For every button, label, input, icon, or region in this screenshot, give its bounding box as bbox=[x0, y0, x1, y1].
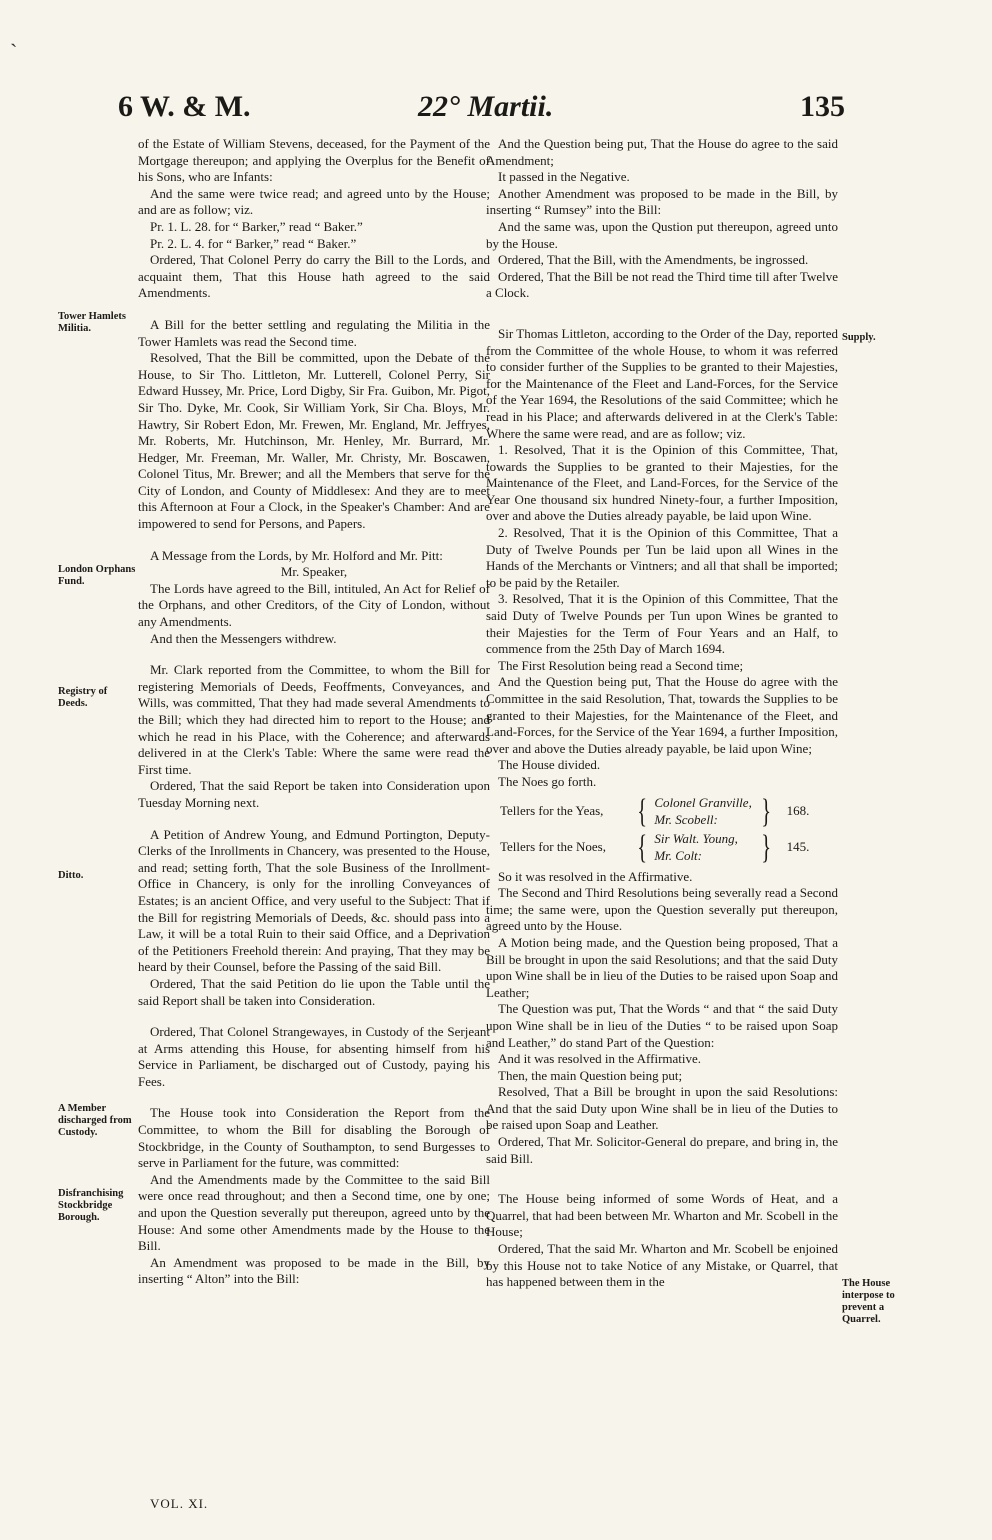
margin-note-supply: Supply. bbox=[842, 332, 876, 343]
tellers-yeas-label: Tellers for the Yeas, bbox=[500, 803, 604, 819]
left-column bbox=[138, 136, 490, 1288]
paragraph: Ordered, That the said Petition do lie upon the Table until the said Report shall be taken into Consideration. bbox=[138, 975, 490, 1008]
margin-note-member-discharged: A Member discharged from Custody. bbox=[58, 1103, 132, 1138]
teller-name: Mr. Scobell: bbox=[654, 811, 718, 827]
paragraph: And the Question being put, That the House do agree with the Committee in the said Resolution, That, towards the Supplies to be granted to their Majesties, for the Maintenance of the Fleet, and Land-Forces, for the Service of the Year 1694, a further Imposition, over and above the Duties already payable, be laid upon Wine; bbox=[486, 674, 838, 756]
paragraph: Ordered, That the said Mr. Wharton and Mr. Scobell be enjoined by this House not to take Notice of any Mistake, or Quarrel, that has happened between them in the bbox=[486, 1241, 838, 1290]
paragraph: And the same was, upon the Qustion put thereupon, agreed unto by the House. bbox=[486, 218, 838, 251]
paragraph: It passed in the Negative. bbox=[498, 169, 630, 185]
paragraph: The First Resolution being read a Second time; bbox=[498, 657, 744, 673]
paragraph: A Bill for the better settling and regulating the Militia in the Tower Hamlets was read the Second time. bbox=[138, 316, 490, 349]
paragraph: Ordered, That the Bill, with the Amendments, be ingrossed. bbox=[498, 252, 809, 268]
paragraph: Ordered, That Mr. Solicitor-General do prepare, and bring in, the said Bill. bbox=[486, 1134, 838, 1166]
division-tellers bbox=[500, 794, 838, 866]
tellers-noes-label: Tellers for the Noes, bbox=[500, 839, 606, 855]
paragraph: Resolved, That the Bill be committed, upon the Debate of the House, to Sir Tho. Littleton, Mr. Lutterell, Colonel Perry, Sir Edward Hussey, Mr. Price, Lord Digby, Sir Fra. Guibon, Mr. Pigot, Sir Tho. Dyke, Mr. Cook, Sir William York, Sir Cha. Bloys, Mr. Hawtry, Sir Robert Edon, Mr. Frewen, Mr. England, Mr. Jeffryes, Mr. Roberts, Mr. Hutchinson, Mr. Henley, Mr. Burrard, Mr. Hedger, Mr. Freeman, Mr. Waller, Mr. Christy, Mr. Boscawen, Colonel Titus, Mr. Brewer; and all the Members that serve for the City of London, and County of Middlesex: And they are to meet this Afternoon at Four a Clock, in the Speaker's Chamber: And are impowered to send for Persons, and Papers. bbox=[138, 350, 490, 532]
paragraph: Resolved, That a Bill be brought in upon the said Resolutions: And that the said Duty upon Wine shall be in lieu of the Duties to be raised upon Soap and Leather. bbox=[486, 1084, 838, 1133]
paragraph: of the Estate of William Stevens, deceased, for the Payment of the Mortgage thereupon; and applying the Overplus for the Benefit of his Sons, who are Infants: bbox=[138, 136, 490, 185]
paragraph: Another Amendment was proposed to be made in the Bill, by inserting “ Rumsey” into the Bill: bbox=[486, 185, 838, 218]
noes-count: 145. bbox=[786, 839, 810, 855]
paragraph: And then the Messengers withdrew. bbox=[150, 630, 337, 646]
amendment-line: Pr. 1. L. 28. for “ Barker,” read “ Baker.” bbox=[150, 218, 363, 234]
paragraph: 2. Resolved, That it is the Opinion of this Committee, That a Duty of Twelve Pounds per Tun be laid upon all Wines in the Hands of the Merchants or Vintners; and all that shall be imported; to be paid by the Retailer. bbox=[486, 525, 838, 590]
paragraph: And the Question being put, That the House do agree to the said Amendment; bbox=[486, 136, 838, 168]
margin-note-quarrel: The House interpose to prevent a Quarrel. bbox=[842, 1278, 895, 1325]
tellers-noes-row bbox=[500, 830, 838, 866]
tellers-yeas-names bbox=[654, 795, 758, 828]
amendment-line: Pr. 2. L. 4. for “ Barker,” read “ Baker.” bbox=[150, 235, 357, 251]
paragraph: The House being informed of some Words of Heat, and a Quarrel, that had been between Mr. Wharton and Mr. Scobell in the House; bbox=[486, 1191, 838, 1240]
paragraph: So it was resolved in the Affirmative. bbox=[498, 868, 693, 884]
yeas-count: 168. bbox=[786, 803, 810, 819]
tellers-yeas-row bbox=[500, 794, 838, 830]
page-number: 135 bbox=[800, 90, 845, 123]
paragraph: Sir Thomas Littleton, according to the Order of the Day, reported from the Committee of the whole House, to whom it was referred to consider further of the Supplies to be granted to their Majesties, for the Maintenance of the Fleet and Land-Forces, for the Service of the Year 1694, the Resolutions of the said Committee; which he read in his Place; and afterwards delivered in at the Clerk's Table: Where the same were read, and are as follow; viz. bbox=[486, 325, 838, 441]
margin-note-ditto: Ditto. bbox=[58, 870, 84, 881]
paragraph: The Second and Third Resolutions being severally read a Second time; the same were, upon the Question severally put thereupon, agreed unto by the House. bbox=[486, 885, 838, 934]
tellers-noes-names bbox=[654, 831, 758, 864]
paragraph: A Petition of Andrew Young, and Edmund Portington, Deputy-Clerks of the Inrollments in Chancery, was presented to the House, and read; setting forth, That the sole Business of the Inrollment-Office in Chancery, is only for the inrolling Conveyances of Estates; is an ancient Office, and very useful to the Subject: That if the Bill for registring Memorials of Deeds, &c. should pass into a Law, it will be a total Ruin to their said Office, and a Deprivation of the Petitioners Freehold therein: And praying, That they may be heard by their Counsel, before the Passing of the said Bill. bbox=[138, 826, 490, 975]
paragraph: A Motion being made, and the Question being proposed, That a Bill be brought in upon the said Resolutions; and that the said Duty upon Wine shall be in lieu of the Duties to be raised upon Soap and Leather; bbox=[486, 934, 838, 1000]
right-brace-icon: } bbox=[761, 828, 772, 866]
paragraph: An Amendment was proposed to be made in the Bill, by inserting “ Alton” into the Bill: bbox=[138, 1254, 490, 1287]
paragraph: Ordered, That the Bill be not read the Third time till after Twelve a Clock. bbox=[486, 268, 838, 301]
salutation: Mr. Speaker, bbox=[280, 564, 348, 580]
paragraph: Ordered, That Colonel Strangewayes, in Custody of the Serjeant at Arms attending this House, for absenting himself from his Service in Parliament, be discharged out of Custody, paying his Fees. bbox=[138, 1024, 490, 1089]
paragraph: A Message from the Lords, by Mr. Holford and Mr. Pitt: bbox=[150, 547, 443, 563]
teller-name: Mr. Colt: bbox=[654, 847, 702, 863]
margin-note-tower-hamlets: Tower Hamlets Militia. bbox=[58, 311, 126, 334]
paragraph: 3. Resolved, That it is the Opinion of this Committee, That the said Duty of Twelve Pounds per Tun upon Wines be granted to their Majesties for the Term of Four Years and an Half, to commence from the 25th Day of March 1694. bbox=[486, 591, 838, 657]
paragraph: And it was resolved in the Affirmative. bbox=[498, 1051, 702, 1067]
paragraph: The Question was put, That the Words “ and that “ the said Duty upon Wine shall be in lieu of the Duties “ to be raised upon Soap and Leather,” do stand Part of the Question: bbox=[486, 1001, 838, 1050]
paragraph: And the Amendments made by the Committee to the said Bill were once read throughout; and then a Second time, one by one; and upon the Question severally put thereupon, agreed unto by the House: And some other Amendments made by the House to the Bill. bbox=[138, 1171, 490, 1254]
scan-corner-mark: ˎ bbox=[10, 22, 18, 47]
paragraph: The House took into Consideration the Report from the Committee, to whom the Bill for disabling the Borough of Stockbridge, in the County of Southampton, to send Burgesses to serve in Parliament for the future, was committed: bbox=[138, 1105, 490, 1171]
paragraph: 1. Resolved, That it is the Opinion of this Committee, That, towards the Supplies to be granted to their Majesties, for the Maintenance of the Fleet, and Land-Forces, for the Service of the Year One thousand six hundred Ninety-four, a further Imposition, over and above the Duties already payable, be laid upon Wine. bbox=[486, 442, 838, 524]
teller-name: Colonel Granville, bbox=[654, 794, 752, 810]
paragraph: Then, the main Question being put; bbox=[498, 1067, 683, 1083]
teller-name: Sir Walt. Young, bbox=[654, 830, 738, 846]
margin-note-london-orphans: London Orphans Fund. bbox=[58, 564, 136, 587]
paragraph: The Noes go forth. bbox=[498, 773, 597, 789]
paragraph: Mr. Clark reported from the Committee, to whom the Bill for registering Memorials of Deeds, Feoffments, Conveyances, and Wills, was committed, That they had made several Amendments to the Bill; which they had directed him to report to the House; and which he read in his Place, with the Coherence; and afterwards delivered in at the Clerk's Table: Where the same were read the First time. bbox=[138, 662, 490, 777]
paragraph: Ordered, That the said Report be taken into Consideration upon Tuesday Morning next. bbox=[138, 778, 490, 810]
volume-footer: VOL. XI. bbox=[150, 1496, 209, 1511]
right-brace-icon: } bbox=[761, 792, 772, 830]
margin-note-registry: Registry of Deeds. bbox=[58, 686, 108, 709]
paragraph: And the same were twice read; and agreed unto by the House; and are as follow; viz. bbox=[138, 185, 490, 218]
left-brace-icon: { bbox=[637, 792, 648, 830]
margin-note-stockbridge: Disfranchising Stockbridge Borough. bbox=[58, 1188, 124, 1223]
paragraph: The Lords have agreed to the Bill, intituled, An Act for Relief of the Orphans, and other Creditors, of the City of London, without any Amendments. bbox=[138, 580, 490, 630]
running-head-regnal-year: 6 W. & M. bbox=[118, 90, 251, 123]
running-head-date: 22° Martii. bbox=[418, 90, 554, 123]
left-brace-icon: { bbox=[637, 828, 648, 866]
right-column bbox=[486, 136, 838, 1291]
paragraph: The House divided. bbox=[498, 757, 601, 773]
paragraph: Ordered, That Colonel Perry do carry the Bill to the Lords, and acquaint them, That this House hath agreed to the said Amendments. bbox=[138, 252, 490, 301]
